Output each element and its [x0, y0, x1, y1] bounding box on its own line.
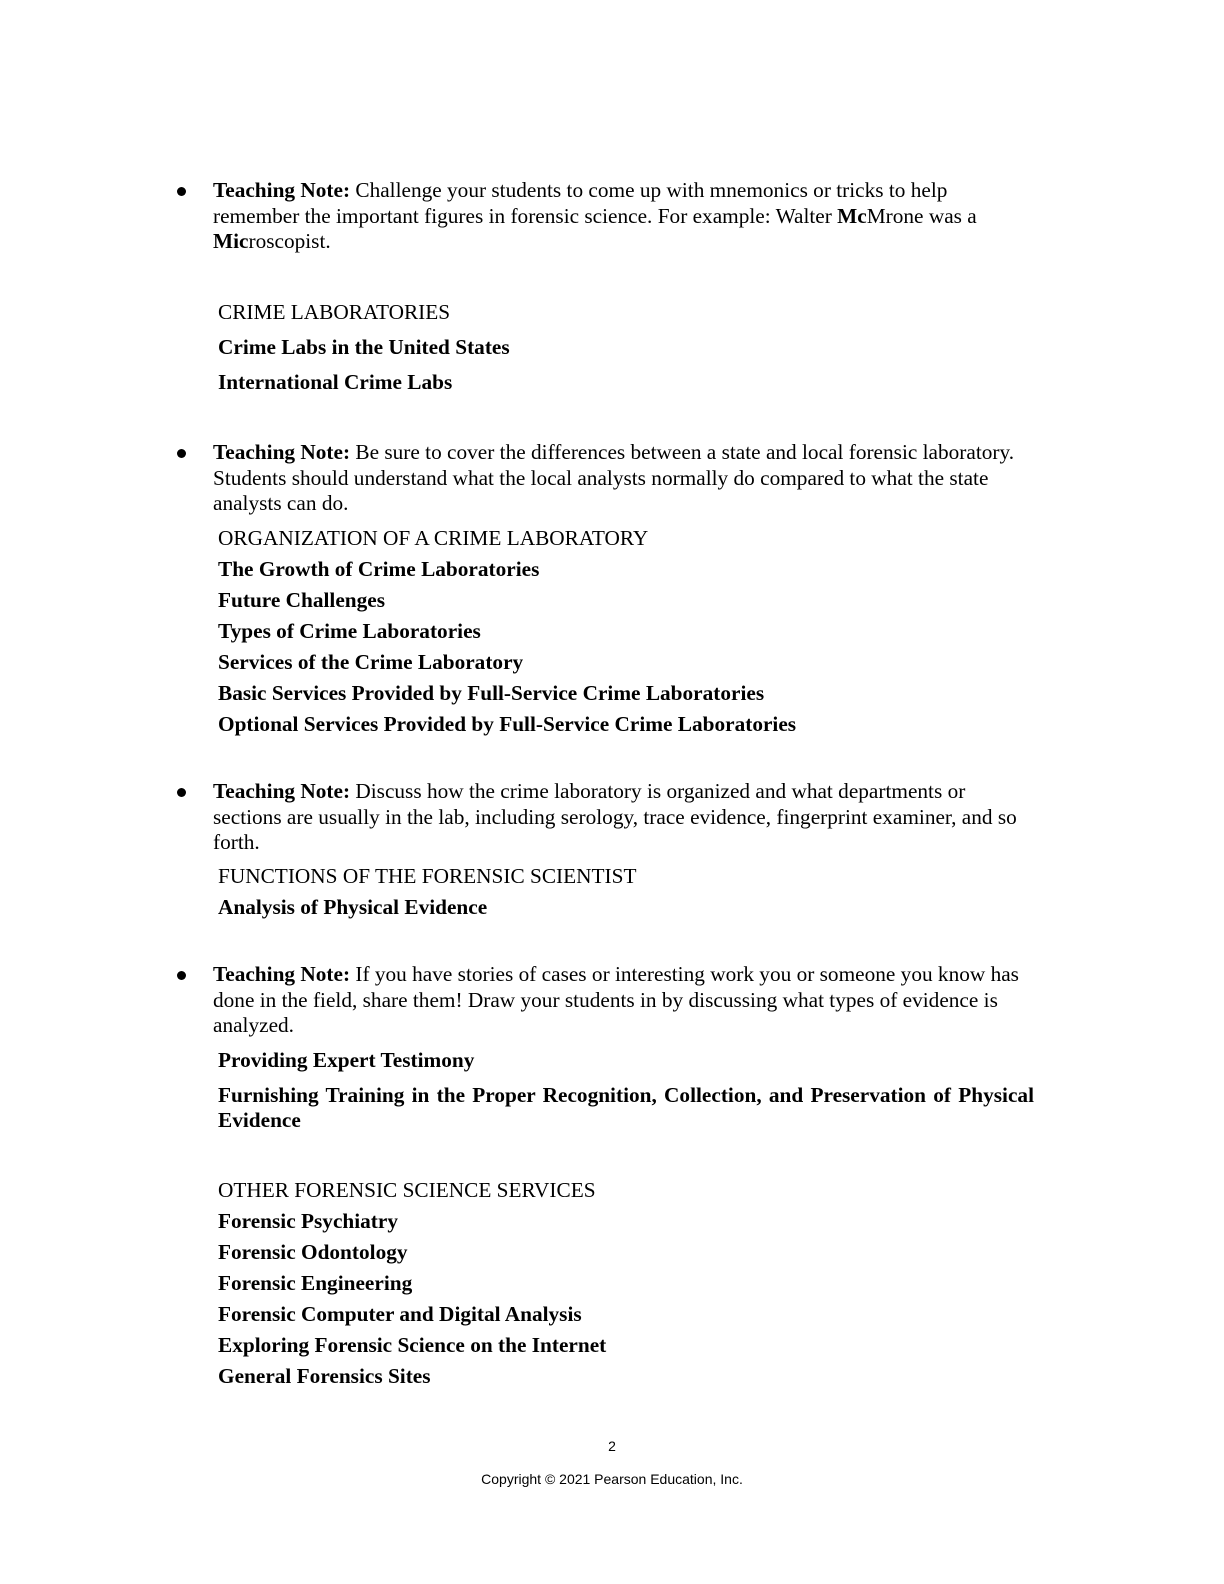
bullet-4 [177, 971, 186, 980]
subheading-basic-services: Basic Services Provided by Full-Service Crime Laboratories [218, 681, 765, 705]
teaching-note-label: Teaching Note: [213, 440, 351, 464]
teaching-note-label: Teaching Note: [213, 779, 351, 803]
mnemonic-highlight-mic: Mic [213, 229, 249, 253]
subheading-types: Types of Crime Laboratories [218, 619, 481, 643]
subheading-future: Future Challenges [218, 588, 386, 612]
heading-functions: FUNCTIONS OF THE FORENSIC SCIENTIST [218, 864, 637, 888]
teaching-note-1 [213, 178, 1038, 255]
subheading-international-labs: International Crime Labs [218, 370, 453, 394]
subheading-exploring-internet: Exploring Forensic Science on the Internet [218, 1333, 607, 1357]
subheading-growth: The Growth of Crime Laboratories [218, 557, 540, 581]
subheading-optional-services: Optional Services Provided by Full-Service Crime Laboratories [218, 712, 797, 736]
heading-crime-laboratories: CRIME LABORATORIES [218, 300, 451, 324]
bullet-3 [177, 788, 186, 797]
teaching-note-label: Teaching Note: [213, 962, 351, 986]
heading-organization: ORGANIZATION OF A CRIME LABORATORY [218, 526, 649, 550]
teaching-note-label: Teaching Note: [213, 178, 351, 202]
subheading-general-sites: General Forensics Sites [218, 1364, 431, 1388]
teaching-note-2 [213, 440, 1038, 517]
bullet-2 [177, 449, 186, 458]
bullet-1 [177, 187, 186, 196]
teaching-note-4 [213, 962, 1038, 1039]
teaching-note-text: Be sure to cover the differences between a state and local forensic laboratory. Students should understand what the local analysts normally do compared to what the state analysts can do. [213, 440, 1015, 515]
subheading-odontology: Forensic Odontology [218, 1240, 408, 1264]
teaching-note-text-3: roscopist. [248, 229, 331, 253]
teaching-note-text: If you have stories of cases or interesting work you or someone you know has done in the field, share them! Draw your students in by discussing what types of evidence is analyzed. [213, 962, 1019, 1037]
subheading-engineering: Forensic Engineering [218, 1271, 413, 1295]
subheading-psychiatry: Forensic Psychiatry [218, 1209, 399, 1233]
teaching-note-text: Discuss how the crime laboratory is organized and what departments or sections are usually in the lab, including serology, trace evidence, fingerprint examiner, and so forth. [213, 779, 1017, 854]
subheading-crime-labs-us: Crime Labs in the United States [218, 335, 510, 359]
subheading-analysis: Analysis of Physical Evidence [218, 895, 488, 919]
teaching-note-text-2: Mrone was a [866, 203, 977, 228]
subheading-computer-analysis: Forensic Computer and Digital Analysis [218, 1302, 582, 1326]
teaching-note-text: Challenge your students to come up with mnemonics or tricks to help remember the important figures in forensic science. For example: Walter [213, 178, 948, 228]
teaching-note-3 [213, 779, 1038, 856]
mnemonic-highlight-mc: Mc [837, 203, 867, 228]
subheading-services: Services of the Crime Laboratory [218, 650, 524, 674]
page-number: 2 [608, 1438, 616, 1454]
subheading-furnishing-training: Furnishing Training in the Proper Recognition, Collection, and Preservation of Physical Evidence [218, 1083, 1034, 1132]
heading-other-services: OTHER FORENSIC SCIENCE SERVICES [218, 1178, 596, 1202]
subheading-expert-testimony: Providing Expert Testimony [218, 1048, 475, 1072]
copyright-notice: Copyright © 2021 Pearson Education, Inc. [481, 1471, 743, 1487]
